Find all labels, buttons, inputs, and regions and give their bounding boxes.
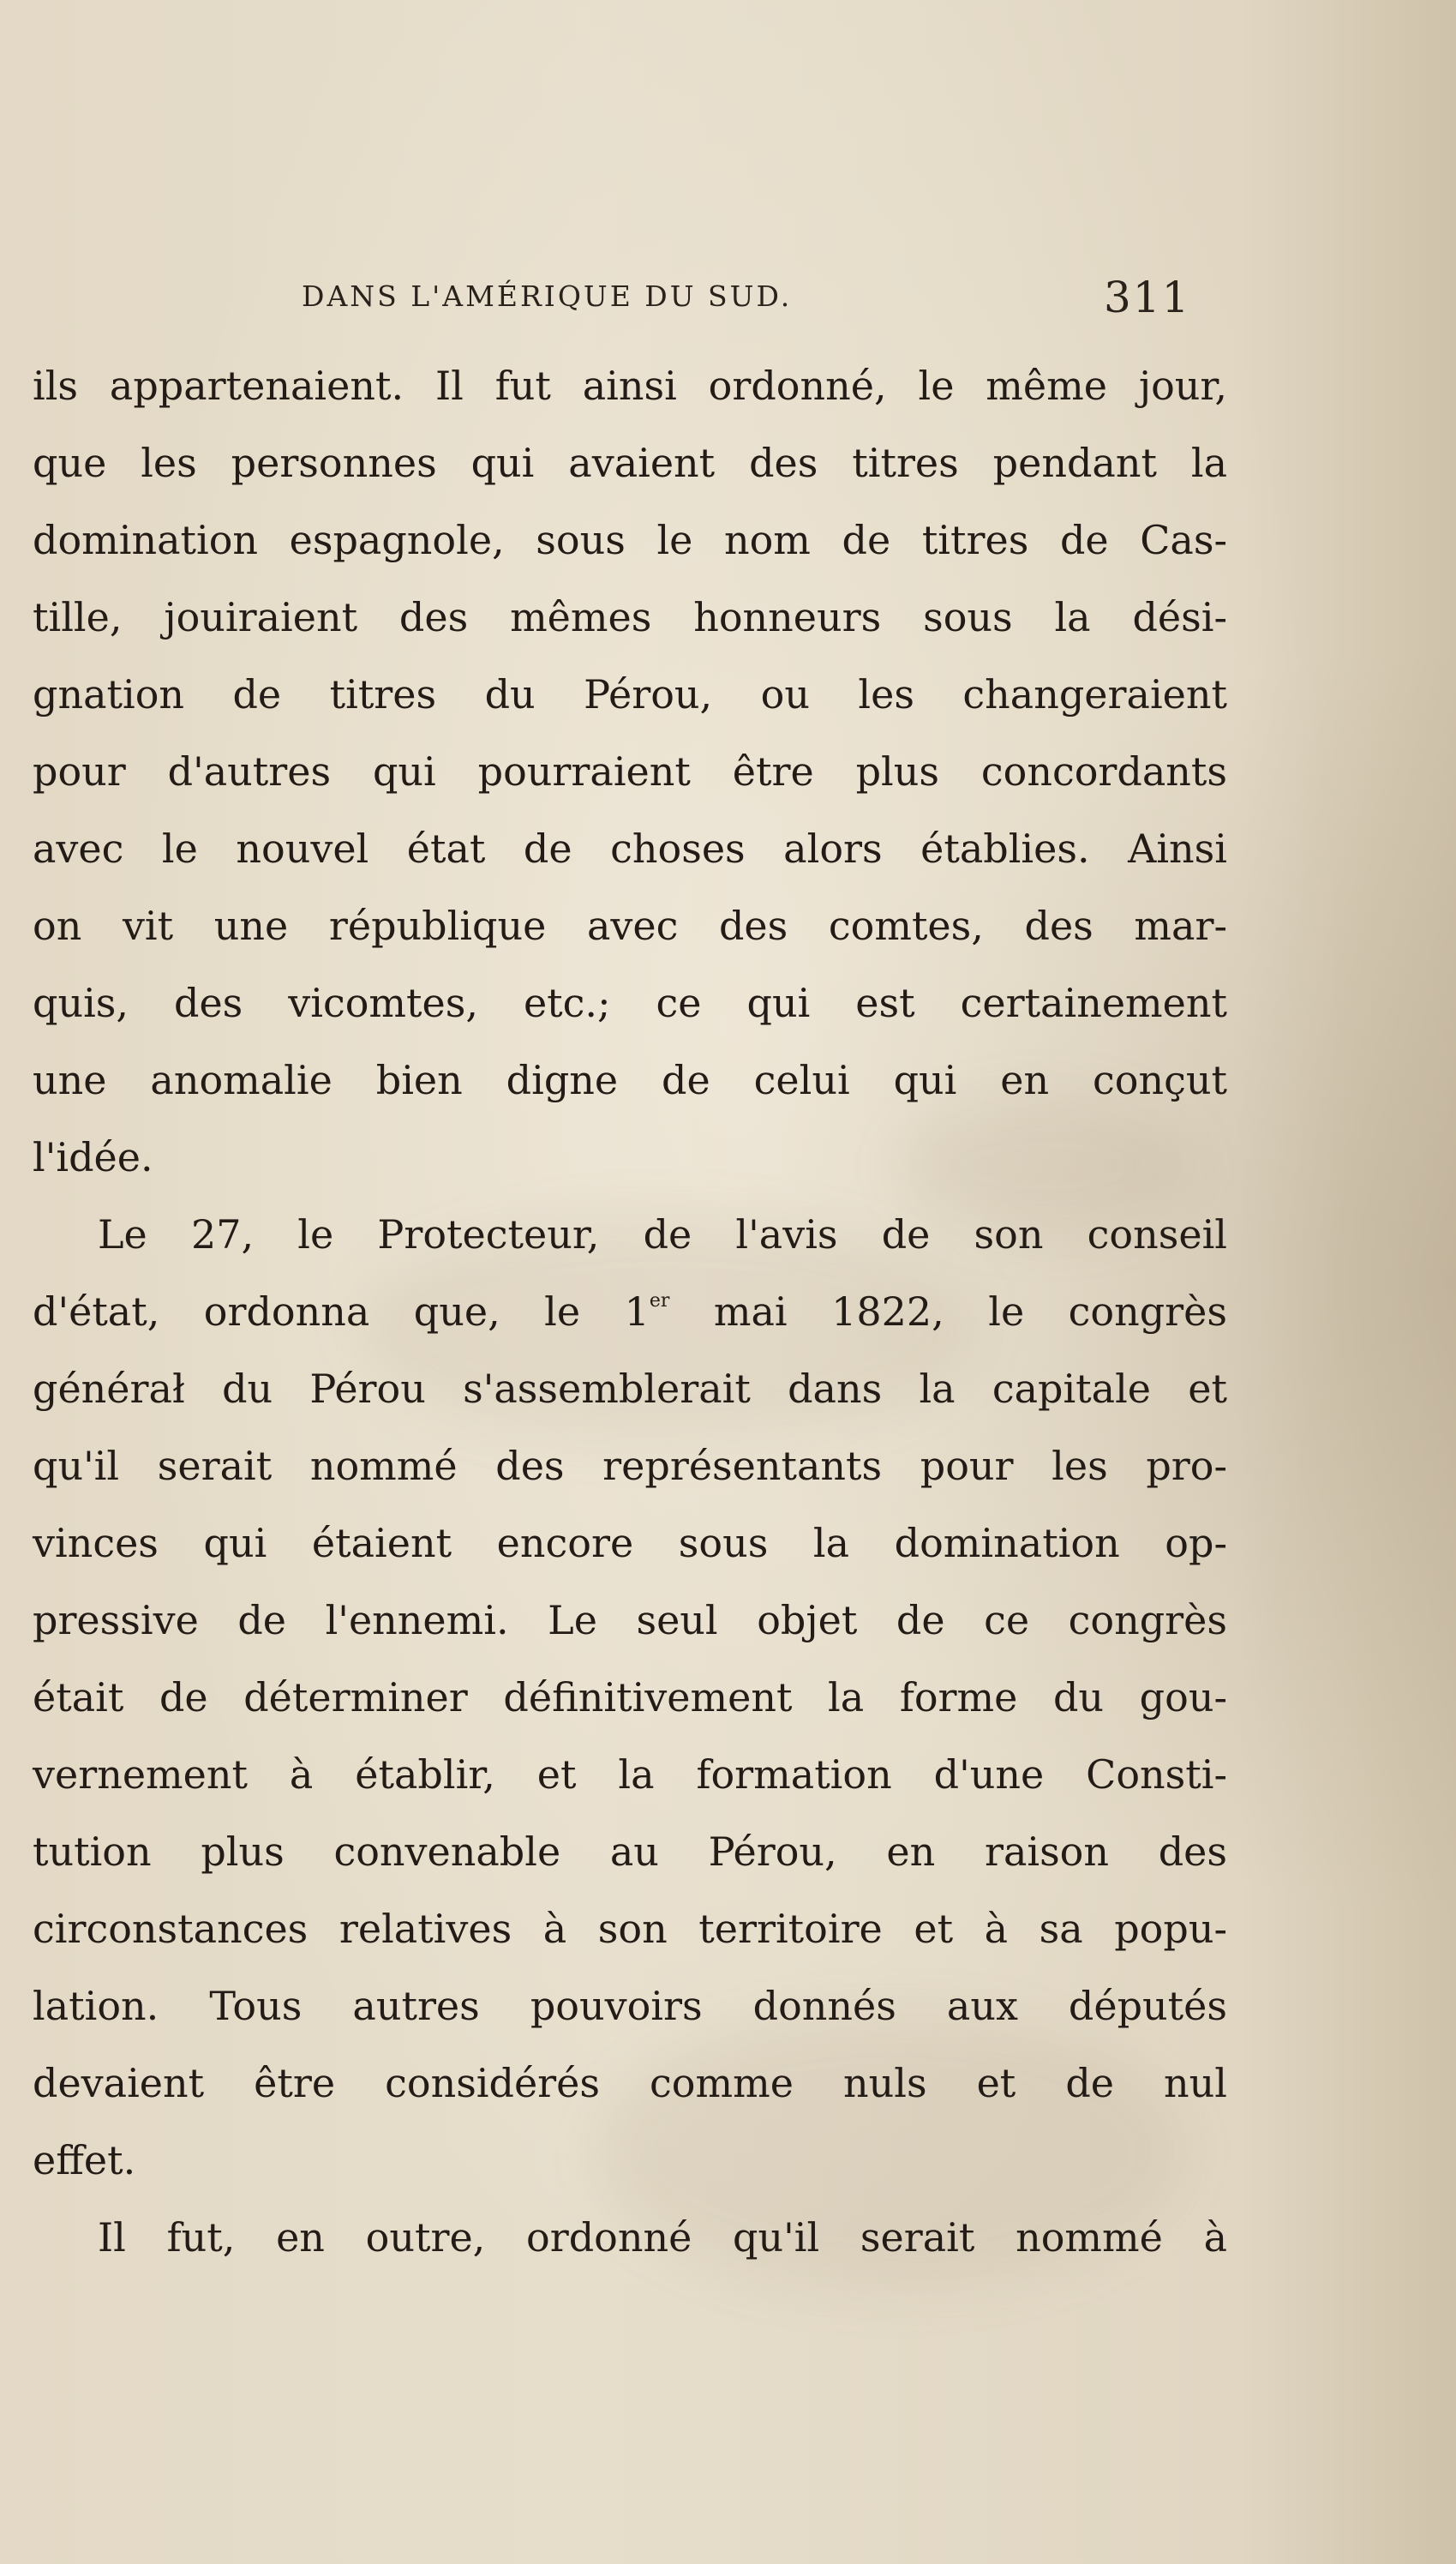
text-line: générał du Pérou s'assemblerait dans la capitale et	[33, 1366, 1227, 1412]
body-text	[33, 347, 1227, 2276]
text-line: qu'il serait nommé des représentants pour les pro-	[33, 1443, 1227, 1489]
text-line: l'idée.	[33, 1134, 153, 1180]
text-line: Le 27, le Protecteur, de l'avis de son conseil	[98, 1211, 1227, 1258]
text-line: tution plus convenable au Pérou, en raison des	[33, 1828, 1227, 1875]
text-line: tille, jouiraient des mêmes honneurs sous la dési-	[33, 594, 1227, 640]
text-line: vinces qui étaient encore sous la domination op-	[33, 1520, 1227, 1566]
page-header	[0, 273, 1456, 324]
text-line: devaient être considérés comme nuls et de nul	[33, 2060, 1227, 2106]
text-line: effet.	[33, 2137, 136, 2183]
text-line: une anomalie bien digne de celui qui en conçut	[33, 1057, 1227, 1103]
text-line: pour d'autres qui pourraient être plus concordants	[33, 748, 1227, 795]
text-line: Il fut, en outre, ordonné qu'il serait nommé à	[98, 2214, 1227, 2261]
text-line: circonstances relatives à son territoire et à sa popu-	[33, 1906, 1227, 1952]
text-fragment: d'état, ordonna que, le 1	[33, 1288, 650, 1335]
text-line: lation. Tous autres pouvoirs donnés aux députés	[33, 1983, 1227, 2029]
text-line: pressive de l'ennemi. Le seul objet de ce congrès	[33, 1597, 1227, 1643]
text-line: domination espagnole, sous le nom de titres de Cas-	[33, 517, 1227, 563]
text-line: vernement à établir, et la formation d'une Consti-	[33, 1751, 1227, 1798]
text-line: on vit une république avec des comtes, des mar-	[33, 903, 1227, 949]
text-line: gnation de titres du Pérou, ou les changeraient	[33, 671, 1227, 718]
text-line: était de déterminer définitivement la forme du gou-	[33, 1674, 1227, 1720]
superscript: er	[649, 1290, 670, 1312]
text-line: quis, des vicomtes, etc.; ce qui est certainement	[33, 980, 1227, 1026]
text-fragment: mai 1822, le congrès	[669, 1288, 1227, 1335]
page-number: 311	[1104, 273, 1191, 322]
text-line: que les personnes qui avaient des titres pendant la	[33, 440, 1227, 486]
text-line: avec le nouvel état de choses alors établies. Ainsi	[33, 826, 1227, 872]
running-head: DANS L'AMÉRIQUE DU SUD.	[302, 279, 793, 313]
text-line	[33, 1273, 1227, 1350]
text-line: ils appartenaient. Il fut ainsi ordonné, le même jour,	[33, 363, 1227, 409]
